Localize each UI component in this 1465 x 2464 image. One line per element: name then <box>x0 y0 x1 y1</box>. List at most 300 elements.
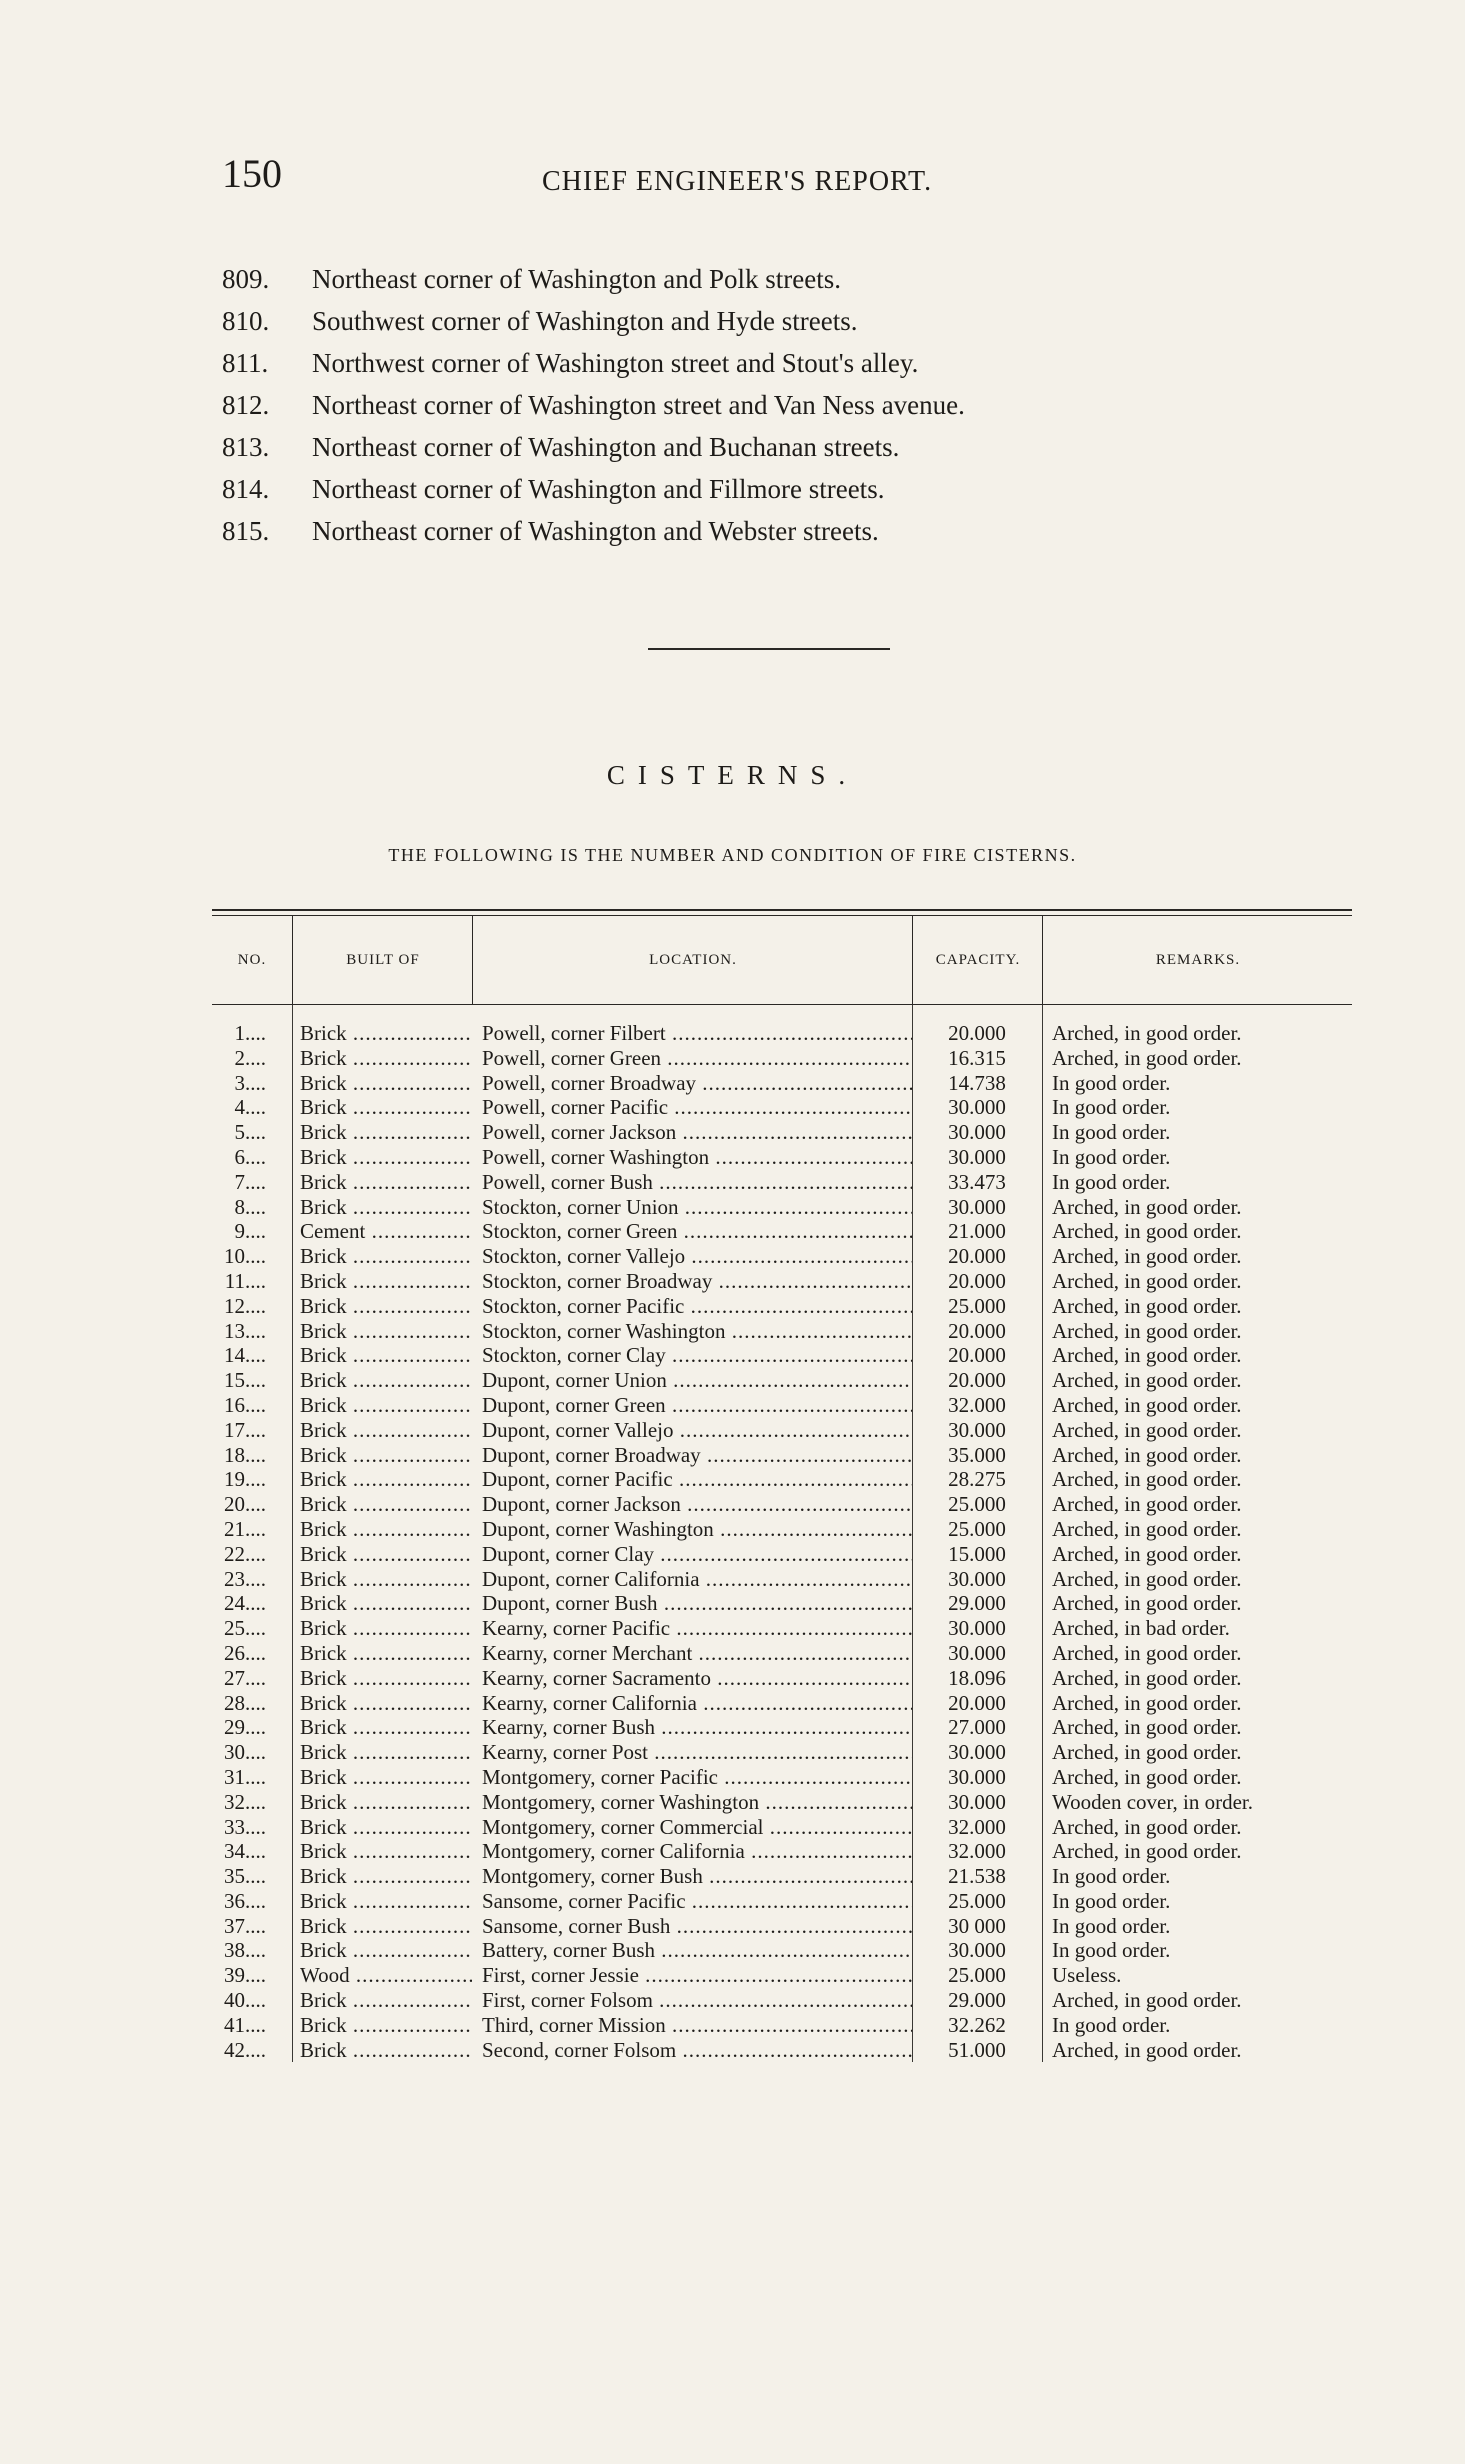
cell-location-value: Dupont, corner Vallejo <box>482 1417 674 1442</box>
cell-no-value: 40 .... <box>224 1988 266 2013</box>
cell-remarks: Arched, in good order. <box>1052 1343 1242 1368</box>
cell-no <box>212 1641 292 1666</box>
cell-location-value: Powell, corner Broadway <box>482 1070 697 1095</box>
hydrant-location: Northeast corner of Washington and Webster streets. <box>312 516 879 546</box>
cell-location-value: Montgomery, corner Commercial <box>482 1814 764 1839</box>
table-row <box>212 1765 1352 1790</box>
cell-location-value: Dupont, corner Union <box>482 1368 667 1393</box>
cell-capacity: 25.000 <box>948 1293 1006 1318</box>
cell-location-value: Kearny, corner California <box>482 1690 697 1715</box>
hydrant-item <box>222 426 1252 468</box>
cell-capacity: 29.000 <box>948 1988 1006 2013</box>
cell-built-of <box>292 1195 472 1220</box>
cell-built-of-value: Brick <box>300 1144 347 1169</box>
cell-no-value: 41 .... <box>224 2013 266 2038</box>
cell-location <box>472 1542 912 1567</box>
table-row <box>212 1864 1352 1889</box>
cell-location <box>472 1839 912 1864</box>
cell-capacity: 30.000 <box>948 1194 1006 1219</box>
table-row <box>212 1889 1352 1914</box>
cell-no <box>212 1095 292 1120</box>
cell-no <box>212 1889 292 1914</box>
cell-location-value: Stockton, corner Broadway <box>482 1268 713 1293</box>
section-subtitle: THE FOLLOWING IS THE NUMBER AND CONDITION OF FIRE CISTERNS. <box>388 845 1077 865</box>
cell-no <box>212 1319 292 1344</box>
cell-built-of <box>292 1368 472 1393</box>
cell-capacity: 15.000 <box>948 1541 1006 1566</box>
cell-no-value: 5 .... <box>235 1120 267 1145</box>
cell-location <box>472 1021 912 1046</box>
cell-no <box>212 2038 292 2063</box>
hydrant-location: Northeast corner of Washington street and Van Ness avenue. <box>312 390 965 420</box>
cell-built-of-value: Brick <box>300 1938 347 1963</box>
cell-location <box>472 1443 912 1468</box>
cell-capacity: 30.000 <box>948 1640 1006 1665</box>
table-row <box>212 1319 1352 1344</box>
cell-no-value: 31 .... <box>224 1765 266 1790</box>
cell-capacity: 27.000 <box>948 1715 1006 1740</box>
cell-location-value: Stockton, corner Union <box>482 1194 679 1219</box>
cell-remarks: Arched, in good order. <box>1052 1839 1242 1864</box>
cell-built-of <box>292 1988 472 2013</box>
cell-location-value: Dupont, corner Broadway <box>482 1442 701 1467</box>
cell-remarks: Arched, in good order. <box>1052 1021 1242 1045</box>
cell-remarks: Arched, in good order. <box>1052 1244 1242 1269</box>
cell-built-of-value: Brick <box>300 1864 347 1889</box>
cell-remarks: Arched, in good order. <box>1052 1442 1242 1467</box>
header-capacity: CAPACITY. <box>912 916 1043 1004</box>
column-rule <box>292 1005 293 2062</box>
cell-built-of-value: Brick <box>300 1392 347 1417</box>
cell-remarks: Arched, in good order. <box>1052 1740 1242 1765</box>
cell-built-of-value: Brick <box>300 1244 347 1269</box>
hydrant-number: 813. <box>222 432 270 462</box>
table-row <box>212 1021 1352 1046</box>
cell-built-of-value: Brick <box>300 1492 347 1517</box>
cell-built-of <box>292 1021 472 1046</box>
cell-location-value: Powell, corner Jackson <box>482 1120 677 1145</box>
cell-built-of <box>292 1145 472 1170</box>
table-top-rule <box>212 909 1352 911</box>
cell-remarks: In good order. <box>1052 1864 1171 1889</box>
cell-no-value: 4 .... <box>235 1095 267 1120</box>
cell-no-value: 35 .... <box>224 1864 266 1889</box>
cell-built-of-value: Brick <box>300 1442 347 1467</box>
cell-remarks: Arched, in good order. <box>1052 1392 1242 1417</box>
cell-no-value: 34 .... <box>224 1839 266 1864</box>
cell-no-value: 16 .... <box>224 1393 266 1418</box>
cell-no <box>212 1839 292 1864</box>
cell-built-of-value: Cement <box>300 1219 366 1244</box>
cell-no <box>212 1046 292 1071</box>
cell-no <box>212 1219 292 1244</box>
cell-no-value: 33 .... <box>224 1815 266 1840</box>
table-row <box>212 1839 1352 1864</box>
cell-no-value: 10 .... <box>224 1244 266 1269</box>
cell-location-value: Kearny, corner Sacramento <box>482 1665 711 1690</box>
cell-no <box>212 1443 292 1468</box>
cell-built-of-value: Brick <box>300 1417 347 1442</box>
cell-location-value: Kearny, corner Pacific <box>482 1616 671 1641</box>
cell-no <box>212 1343 292 1368</box>
cell-location <box>472 1666 912 1691</box>
hydrant-number: 814. <box>222 474 270 504</box>
cell-location <box>472 1467 912 1492</box>
table-row <box>212 2038 1352 2063</box>
cell-remarks: Arched, in good order. <box>1052 1318 1242 1343</box>
cell-built-of <box>292 1567 472 1592</box>
cell-built-of-value: Wood <box>300 1963 350 1988</box>
cell-built-of <box>292 1269 472 1294</box>
cell-built-of <box>292 1219 472 1244</box>
cell-capacity: 25.000 <box>948 1963 1006 1988</box>
cell-built-of-value: Brick <box>300 1343 347 1368</box>
cell-remarks: Arched, in good order. <box>1052 1988 1242 2013</box>
cell-remarks: Arched, in bad order. <box>1052 1616 1230 1641</box>
cell-no-value: 19 .... <box>224 1467 266 1492</box>
cell-capacity: 25.000 <box>948 1888 1006 1913</box>
cell-built-of <box>292 1393 472 1418</box>
cell-no <box>212 1071 292 1096</box>
table-row <box>212 1071 1352 1096</box>
table-row <box>212 1815 1352 1840</box>
hydrant-number: 810. <box>222 306 270 336</box>
cell-no-value: 11 .... <box>225 1269 266 1294</box>
table-row <box>212 1938 1352 1963</box>
cell-built-of-value: Brick <box>300 1194 347 1219</box>
cell-location <box>472 1765 912 1790</box>
cell-built-of <box>292 1244 472 1269</box>
cell-location-value: Powell, corner Filbert <box>482 1021 666 1045</box>
table-row <box>212 1170 1352 1195</box>
cell-no-value: 3 .... <box>235 1071 267 1096</box>
cell-location <box>472 1790 912 1815</box>
cell-no-value: 2 .... <box>235 1046 267 1071</box>
cell-capacity: 20.000 <box>948 1318 1006 1343</box>
hydrant-number: 811. <box>222 348 269 378</box>
cell-no-value: 39 .... <box>224 1963 266 1988</box>
cell-capacity: 32.000 <box>948 1839 1006 1864</box>
cell-no-value: 8 .... <box>235 1195 267 1220</box>
cell-built-of <box>292 1864 472 1889</box>
cell-location-value: Kearny, corner Merchant <box>482 1640 693 1665</box>
cell-no <box>212 2013 292 2038</box>
cell-location <box>472 1418 912 1443</box>
cell-built-of-value: Brick <box>300 1318 347 1343</box>
cell-location <box>472 1963 912 1988</box>
cell-location-value: Stockton, corner Clay <box>482 1343 666 1368</box>
cell-built-of-value: Brick <box>300 1516 347 1541</box>
cell-location <box>472 1095 912 1120</box>
cell-no <box>212 1244 292 1269</box>
cell-location <box>472 1393 912 1418</box>
cell-built-of <box>292 1790 472 1815</box>
cell-remarks: Wooden cover, in order. <box>1052 1789 1253 1814</box>
cell-no <box>212 1567 292 1592</box>
cell-built-of <box>292 1170 472 1195</box>
section-divider <box>648 648 890 650</box>
cell-built-of-value: Brick <box>300 1541 347 1566</box>
cell-location-value: Kearny, corner Post <box>482 1740 649 1765</box>
cell-capacity: 28.275 <box>948 1467 1006 1492</box>
cell-location-value: Battery, corner Bush <box>482 1938 656 1963</box>
cell-no <box>212 1418 292 1443</box>
cell-capacity: 20.000 <box>948 1368 1006 1393</box>
cell-remarks: Arched, in good order. <box>1052 1467 1242 1492</box>
cell-remarks: In good order. <box>1052 1913 1171 1938</box>
cell-no <box>212 1393 292 1418</box>
column-rule <box>912 1005 913 2062</box>
cell-location <box>472 1343 912 1368</box>
cell-capacity: 30.000 <box>948 1740 1006 1765</box>
hydrant-item <box>222 384 1252 426</box>
cell-capacity: 30.000 <box>948 1120 1006 1145</box>
cell-capacity: 32.262 <box>948 2012 1006 2037</box>
cell-location-value: Dupont, corner Pacific <box>482 1467 673 1492</box>
table-row <box>212 1567 1352 1592</box>
cell-built-of <box>292 1542 472 1567</box>
cell-capacity: 30 000 <box>948 1913 1006 1938</box>
cell-capacity: 20.000 <box>948 1690 1006 1715</box>
hydrant-location: Northeast corner of Washington and Polk streets. <box>312 264 841 294</box>
cell-built-of-value: Brick <box>300 1913 347 1938</box>
cell-location <box>472 1120 912 1145</box>
cell-built-of-value: Brick <box>300 1021 347 1045</box>
cell-location <box>472 1740 912 1765</box>
cell-no <box>212 1467 292 1492</box>
cell-location <box>472 1914 912 1939</box>
table-row <box>212 1418 1352 1443</box>
cell-remarks: Arched, in good order. <box>1052 1814 1242 1839</box>
cell-remarks: Arched, in good order. <box>1052 1566 1242 1591</box>
cell-remarks: In good order. <box>1052 1095 1171 1120</box>
cell-remarks: In good order. <box>1052 1144 1171 1169</box>
cell-built-of-value: Brick <box>300 1640 347 1665</box>
cell-location-value: Dupont, corner Washington <box>482 1516 714 1541</box>
cell-built-of <box>292 1715 472 1740</box>
header-remarks: REMARKS. <box>1042 916 1353 1004</box>
table-row <box>212 1988 1352 2013</box>
cell-location <box>472 1219 912 1244</box>
cell-location <box>472 1641 912 1666</box>
hydrant-number: 815. <box>222 516 270 546</box>
cell-location-value: Montgomery, corner Pacific <box>482 1764 718 1789</box>
cell-location-value: Powell, corner Bush <box>482 1169 653 1194</box>
cell-remarks: Arched, in good order. <box>1052 1219 1242 1244</box>
cell-no <box>212 1145 292 1170</box>
cell-built-of <box>292 1492 472 1517</box>
hydrant-location: Northeast corner of Washington and Buchanan streets. <box>312 432 900 462</box>
cell-no-value: 21 .... <box>224 1517 266 1542</box>
cell-built-of <box>292 2013 472 2038</box>
cell-location <box>472 1715 912 1740</box>
table-row <box>212 1591 1352 1616</box>
cell-built-of-value: Brick <box>300 1045 347 1070</box>
cell-location <box>472 1170 912 1195</box>
cell-no <box>212 1914 292 1939</box>
cell-location-value: Dupont, corner Clay <box>482 1541 655 1566</box>
cell-no-value: 7 .... <box>235 1170 267 1195</box>
cell-remarks: Arched, in good order. <box>1052 1541 1242 1566</box>
cell-location <box>472 1319 912 1344</box>
cell-location-value: Kearny, corner Bush <box>482 1715 655 1740</box>
cell-remarks: Arched, in good order. <box>1052 1516 1242 1541</box>
cell-no-value: 15 .... <box>224 1368 266 1393</box>
cell-built-of <box>292 1095 472 1120</box>
table-row <box>212 1195 1352 1220</box>
cell-capacity: 30.000 <box>948 1566 1006 1591</box>
cell-no-value: 27 .... <box>224 1666 266 1691</box>
hydrant-item <box>222 300 1252 342</box>
cell-remarks: Arched, in good order. <box>1052 2037 1242 2062</box>
cell-built-of-value: Brick <box>300 1095 347 1120</box>
cell-built-of-value: Brick <box>300 1293 347 1318</box>
cell-built-of <box>292 1418 472 1443</box>
cell-built-of-value: Brick <box>300 1764 347 1789</box>
cell-location <box>472 1368 912 1393</box>
cell-no <box>212 1938 292 1963</box>
cell-no-value: 30 .... <box>224 1740 266 1765</box>
cell-built-of <box>292 1914 472 1939</box>
cell-built-of-value: Brick <box>300 1120 347 1145</box>
cell-remarks: Arched, in good order. <box>1052 1764 1242 1789</box>
cell-location <box>472 1815 912 1840</box>
cell-location-value: Third, corner Mission <box>482 2012 666 2037</box>
cell-built-of-value: Brick <box>300 1616 347 1641</box>
cell-built-of-value: Brick <box>300 1268 347 1293</box>
cell-built-of-value: Brick <box>300 1888 347 1913</box>
table-row <box>212 1046 1352 1071</box>
page-number: 150 <box>222 151 282 196</box>
cell-no <box>212 1864 292 1889</box>
cell-built-of <box>292 1294 472 1319</box>
cell-no <box>212 1294 292 1319</box>
cell-location-value: Sansome, corner Pacific <box>482 1888 686 1913</box>
table-row <box>212 1443 1352 1468</box>
cell-no-value: 37 .... <box>224 1914 266 1939</box>
cell-built-of <box>292 1071 472 1096</box>
cell-no <box>212 1616 292 1641</box>
cell-location-value: Dupont, corner California <box>482 1566 700 1591</box>
cell-no-value: 1 .... <box>235 1021 267 1046</box>
table-row <box>212 1095 1352 1120</box>
table-row <box>212 1244 1352 1269</box>
table-row <box>212 1343 1352 1368</box>
cell-location <box>472 1517 912 1542</box>
cell-remarks: Arched, in good order. <box>1052 1194 1242 1219</box>
cell-built-of <box>292 1120 472 1145</box>
cell-built-of <box>292 1443 472 1468</box>
table-row <box>212 2013 1352 2038</box>
cell-capacity: 30.000 <box>948 1764 1006 1789</box>
cell-location <box>472 1988 912 2013</box>
cell-location-value: Powell, corner Green <box>482 1045 662 1070</box>
cell-capacity: 33.473 <box>948 1169 1006 1194</box>
cell-no <box>212 1591 292 1616</box>
cell-capacity: 30.000 <box>948 1144 1006 1169</box>
header-no: NO. <box>237 951 267 968</box>
table-row <box>212 1616 1352 1641</box>
cell-no <box>212 1021 292 1046</box>
cell-no-value: 42 .... <box>224 2038 266 2063</box>
cell-built-of <box>292 1467 472 1492</box>
table-row <box>212 1641 1352 1666</box>
cell-built-of <box>292 1889 472 1914</box>
cell-built-of-value: Brick <box>300 1715 347 1740</box>
cell-no-value: 36 .... <box>224 1889 266 1914</box>
cell-built-of <box>292 1839 472 1864</box>
table-row <box>212 1790 1352 1815</box>
cell-location <box>472 1046 912 1071</box>
table-row <box>212 1269 1352 1294</box>
cell-location-value: Sansome, corner Bush <box>482 1913 671 1938</box>
cell-built-of-value: Brick <box>300 1368 347 1393</box>
cell-capacity: 30.000 <box>948 1616 1006 1641</box>
cell-location-value: Dupont, corner Jackson <box>482 1492 681 1517</box>
cell-no <box>212 1740 292 1765</box>
cell-remarks: Arched, in good order. <box>1052 1268 1242 1293</box>
cell-no-value: 13 .... <box>224 1319 266 1344</box>
cell-capacity: 51.000 <box>948 2037 1006 2062</box>
table-row <box>212 1120 1352 1145</box>
cell-remarks: Arched, in good order. <box>1052 1665 1242 1690</box>
cell-no-value: 24 .... <box>224 1591 266 1616</box>
cell-built-of-value: Brick <box>300 1690 347 1715</box>
cell-built-of <box>292 1815 472 1840</box>
hydrant-item <box>222 510 1252 552</box>
cell-location-value: Montgomery, corner Washington <box>482 1789 760 1814</box>
cell-no <box>212 1368 292 1393</box>
cell-location <box>472 1591 912 1616</box>
cell-remarks: Arched, in good order. <box>1052 1368 1242 1393</box>
header-built-of: BUILT OF <box>292 916 473 1004</box>
cell-location <box>472 1691 912 1716</box>
cell-capacity: 21.538 <box>948 1864 1006 1889</box>
cell-no-value: 28 .... <box>224 1691 266 1716</box>
cell-no-value: 17 .... <box>224 1418 266 1443</box>
cell-remarks: Arched, in good order. <box>1052 1591 1242 1616</box>
cell-built-of <box>292 1691 472 1716</box>
table-row <box>212 1740 1352 1765</box>
cell-remarks: Arched, in good order. <box>1052 1715 1242 1740</box>
cell-remarks: In good order. <box>1052 2012 1171 2037</box>
cell-capacity: 32.000 <box>948 1814 1006 1839</box>
table-row <box>212 1691 1352 1716</box>
table-row <box>212 1517 1352 1542</box>
table-row <box>212 1492 1352 1517</box>
cell-location <box>472 1889 912 1914</box>
cell-built-of-value: Brick <box>300 1467 347 1492</box>
table-row <box>212 1542 1352 1567</box>
cell-remarks: Arched, in good order. <box>1052 1492 1242 1517</box>
cell-remarks: Arched, in good order. <box>1052 1640 1242 1665</box>
page-header <box>222 150 1042 210</box>
cell-remarks: In good order. <box>1052 1888 1171 1913</box>
cell-capacity: 20.000 <box>948 1268 1006 1293</box>
cell-built-of <box>292 1046 472 1071</box>
cell-capacity: 25.000 <box>948 1492 1006 1517</box>
cell-no <box>212 1715 292 1740</box>
cell-location-value: Stockton, corner Pacific <box>482 1293 685 1318</box>
cell-built-of <box>292 1765 472 1790</box>
cell-location <box>472 2013 912 2038</box>
cisterns-table <box>212 909 1352 2062</box>
cell-capacity: 21.000 <box>948 1219 1006 1244</box>
cell-no <box>212 1666 292 1691</box>
cell-remarks: Useless. <box>1052 1963 1122 1988</box>
cell-no <box>212 1765 292 1790</box>
cell-capacity: 18.096 <box>948 1665 1006 1690</box>
